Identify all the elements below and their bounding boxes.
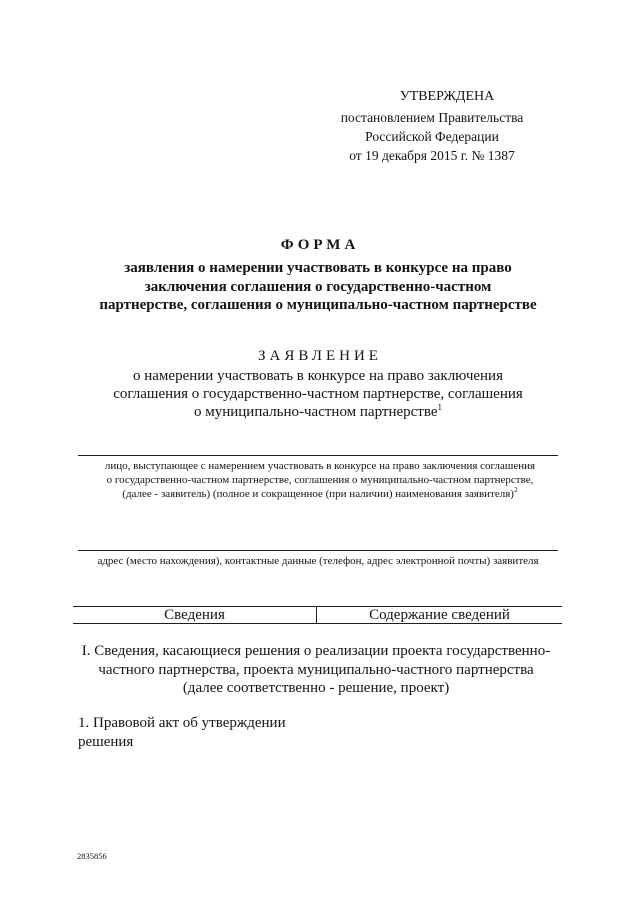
item-label-line: решения — [78, 734, 134, 750]
statement-subtitle-line: о намерении участвовать в конкурсе на право заключения — [133, 368, 503, 384]
form-subtitle-line: заключения соглашения о государственно-частном — [144, 279, 492, 295]
applicant-name-line — [78, 455, 558, 456]
document-number: 2835856 — [77, 851, 107, 861]
section-title-line: частного партнерства, проекта муниципально-частного партнерства — [98, 662, 534, 678]
footnote-ref-2: 2 — [513, 485, 518, 494]
applicant-caption-text: (далее - заявитель) (полное и сокращенное (при наличии) наименования заявителя) — [122, 488, 514, 500]
footnote-ref-1: 1 — [437, 402, 442, 412]
section-title-line: (далее соответственно - решение, проект) — [182, 680, 450, 696]
statement-subtitle-line — [60, 403, 576, 421]
applicant-caption-line — [64, 487, 576, 501]
address-caption: адрес (место нахождения), контактные данные (телефон, адрес электронной почты) заявителя — [97, 555, 539, 567]
approval-date-line: от 19 декабря 2015 г. № 1387 — [349, 148, 515, 163]
applicant-caption-line: лицо, выступающее с намерением участвовать в конкурсе на право заключения соглашения — [104, 460, 536, 472]
section-title-line: I. Сведения, касающиеся решения о реализации проекта государственно- — [81, 643, 551, 659]
approval-line: Российской Федерации — [365, 129, 499, 144]
item-label-line: 1. Правовой акт об утверждении — [78, 715, 286, 731]
form-subtitle-line: заявления о намерении участвовать в конкурсе на право — [124, 260, 512, 276]
form-subtitle-line: партнерстве, соглашения о муниципально-частном партнерстве — [99, 297, 537, 313]
statement-subtitle-text: о муниципально-частном партнерстве — [193, 404, 438, 420]
statement-subtitle-line: соглашения о государственно-частном партнерстве, соглашения — [113, 386, 523, 402]
approval-line: постановлением Правительства — [340, 110, 524, 125]
approval-title: УТВЕРЖДЕНА — [399, 89, 495, 104]
table-header-cell-content: Содержание сведений — [369, 607, 510, 623]
applicant-address-line — [78, 550, 558, 551]
table-header-cell-info: Сведения — [164, 607, 225, 623]
form-title: ФОРМА — [280, 237, 360, 253]
statement-title: ЗАЯВЛЕНИЕ — [258, 348, 382, 364]
applicant-caption-line: о государственно-частном партнерстве, соглашения о муниципально-частном партнерстве, — [106, 474, 534, 486]
